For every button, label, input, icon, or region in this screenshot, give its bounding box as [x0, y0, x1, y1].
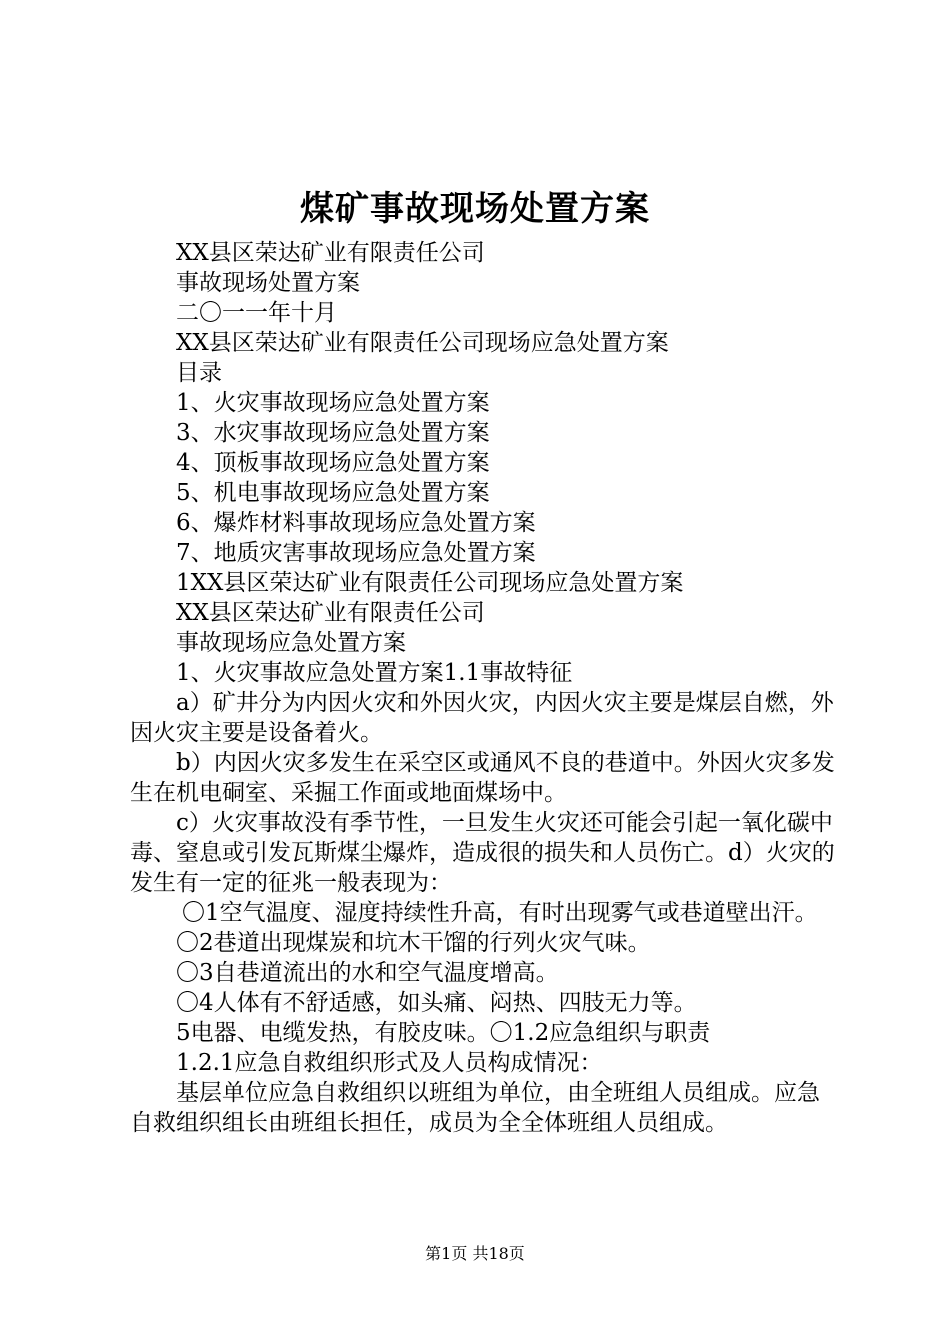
paragraph: XX县区荣达矿业有限责任公司 [176, 600, 485, 626]
paragraph: 1.2.1应急自救组织形式及人员构成情况： [176, 1050, 603, 1076]
paragraph: b）内因火灾多发生在采空区或通风不良的巷道中。外因火灾多发生在机电硐室、采掘工作面或地面煤场中。 [130, 750, 835, 806]
paragraph: c）火灾事故没有季节性，一旦发生火灾还可能会引起一氧化碳中毒、窒息或引发瓦斯煤尘爆炸，造成很的损失和人员伤亡。d）火灾的发生有一定的征兆一般表现为： [130, 810, 835, 896]
paragraph: 事故现场处置方案 [176, 270, 360, 296]
paragraph: 〇3自巷道流出的水和空气温度增高。 [176, 960, 559, 986]
paragraph: XX县区荣达矿业有限责任公司 [176, 240, 485, 266]
paragraph: 〇2巷道出现煤炭和坑木干馏的行列火灾气味。 [176, 930, 651, 956]
page-footer: 第1页 共18页 [425, 1244, 525, 1263]
paragraph: 基层单位应急自救组织以班组为单位，由全班组人员组成。应急自救组织组长由班组长担任，成员为全全体班组人员组成。 [130, 1080, 820, 1136]
paragraph: 〇4人体有不舒适感，如头痛、闷热、四肢无力等。 [176, 990, 697, 1016]
toc-item: 6、爆炸材料事故现场应急处置方案 [176, 510, 536, 536]
paragraph: 事故现场应急处置方案 [176, 630, 406, 656]
toc-item: 5、机电事故现场应急处置方案 [176, 480, 490, 506]
toc-item: 7、地质灾害事故现场应急处置方案 [176, 540, 536, 566]
section-heading: 1、火灾事故应急处置方案1.1事故特征 [176, 660, 573, 686]
toc-item: 3、水灾事故现场应急处置方案 [176, 420, 490, 446]
paragraph: 〇1空气温度、湿度持续性升高，有时出现雾气或巷道壁出汗。 [182, 900, 818, 926]
toc-item: 4、顶板事故现场应急处置方案 [176, 450, 490, 476]
paragraph: 目录 [176, 360, 222, 386]
paragraph: 二〇一一年十月 [176, 300, 337, 326]
paragraph: 5电器、电缆发热，有胶皮味。〇1.2应急组织与职责 [176, 1020, 711, 1046]
document-body [130, 238, 840, 1138]
document-title: 煤矿事故现场处置方案 [300, 189, 650, 229]
paragraph: a）矿井分为内因火灾和外因火灾，内因火灾主要是煤层自燃，外因火灾主要是设备着火。 [130, 690, 834, 746]
toc-item: 1、火灾事故现场应急处置方案 [176, 390, 490, 416]
paragraph: XX县区荣达矿业有限责任公司现场应急处置方案 [176, 330, 669, 356]
paragraph: 1XX县区荣达矿业有限责任公司现场应急处置方案 [176, 570, 684, 596]
